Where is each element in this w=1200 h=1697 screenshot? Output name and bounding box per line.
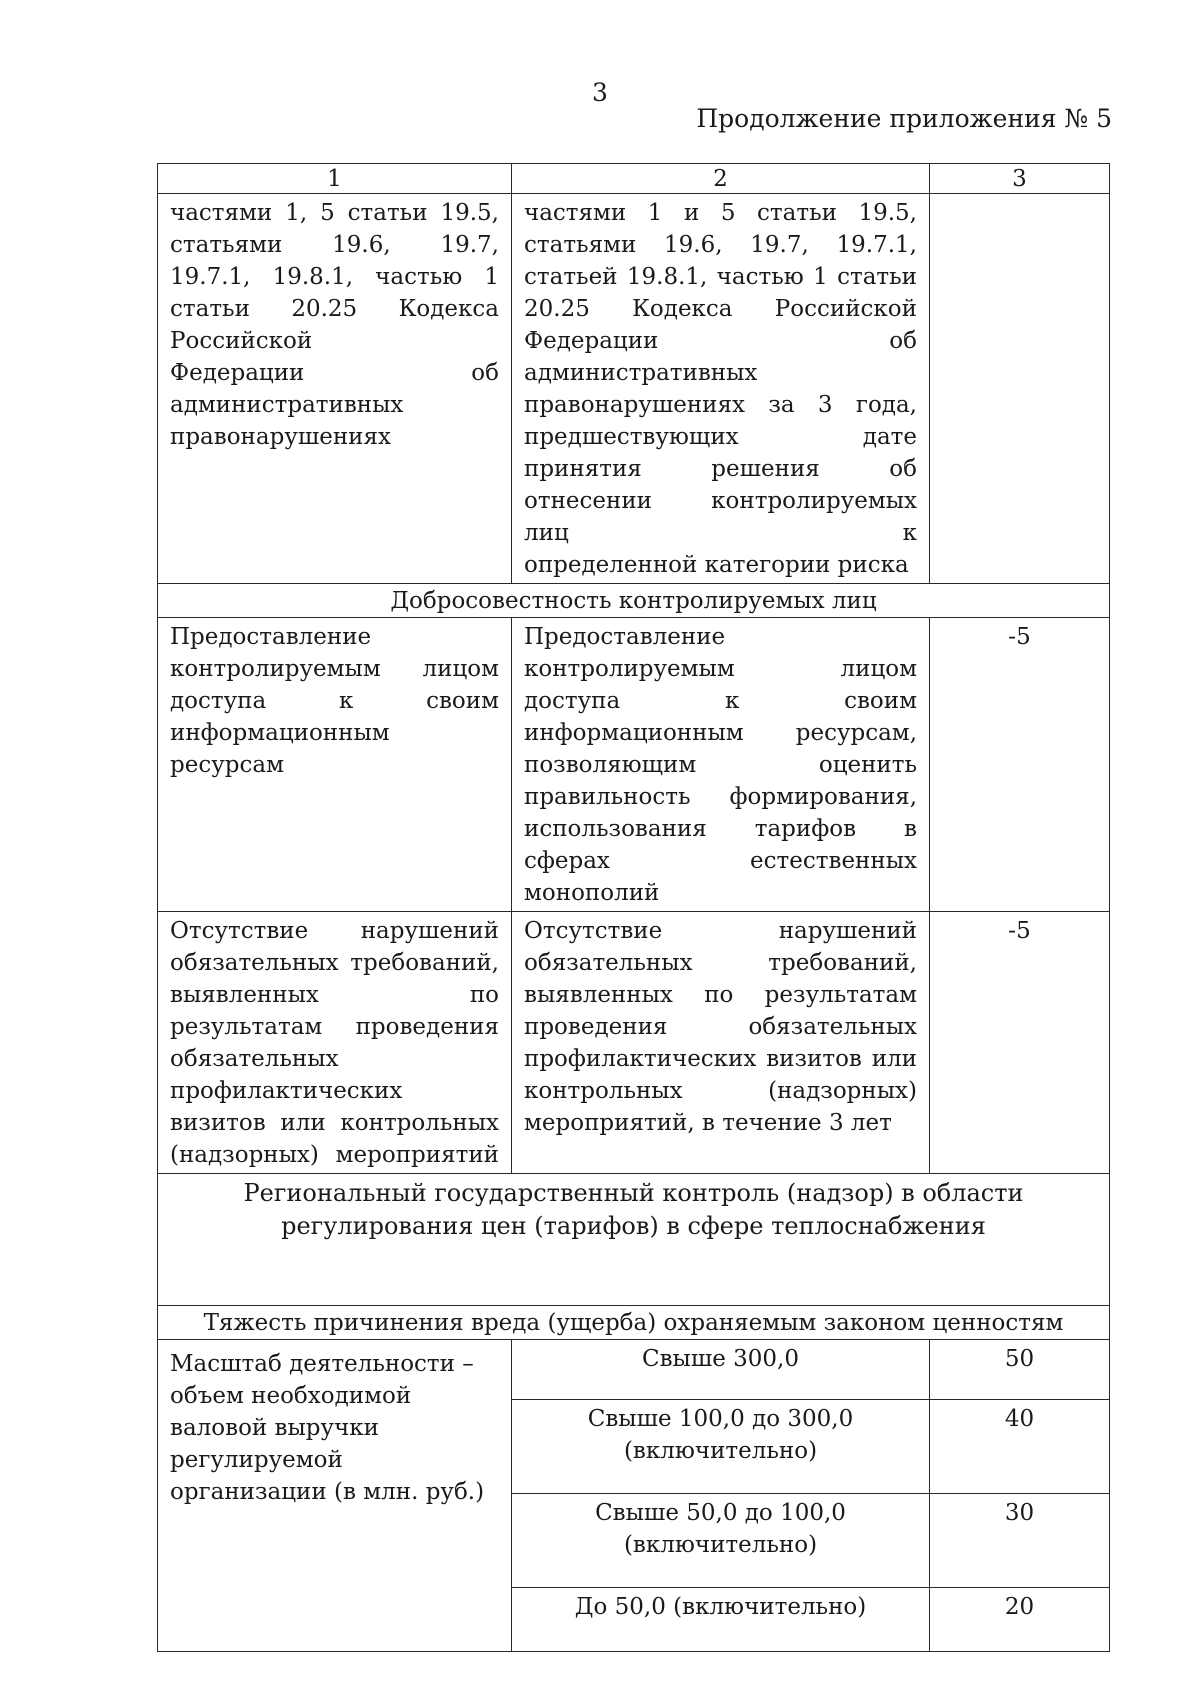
table-row: [158, 194, 1110, 584]
scale-score-cell: 50: [930, 1340, 1110, 1400]
table-row: [158, 1340, 1110, 1400]
row1-col1-text: частями 1, 5 статьи 19.5, статьями 19.6, 19.7, 19.7.1, 19.8.1, частью 1 статьи 20.25 Кодекса Российской: [170, 200, 499, 354]
row2-col2-text-end: монополий: [524, 880, 660, 906]
scale-score-cell: 30: [930, 1494, 1110, 1588]
criteria-table: [157, 163, 1110, 1652]
column-header-3: 3: [930, 164, 1110, 194]
row1-col1-cell: [158, 194, 512, 584]
row1-col1-text-end: Федерации об административных правонарушениях: [170, 360, 499, 450]
row1-col2-text: частями 1 и 5 статьи 19.5, статьями 19.6, 19.7, 19.7.1, статьей 19.8.1, частью 1 статьи 20.25 Кодекса Российской Федерации об: [524, 200, 917, 354]
scale-score-cell: 40: [930, 1400, 1110, 1494]
scale-range-cell: Свыше 50,0 до 100,0 (включительно): [512, 1494, 930, 1588]
scale-range-cell: Свыше 300,0: [512, 1340, 930, 1400]
column-header-2: 2: [512, 164, 930, 194]
row3-score: -5: [930, 912, 1110, 1174]
row2-col2-cell: [512, 618, 930, 912]
row2-col1-text-end: информационным ресурсам: [170, 720, 390, 778]
section-regional-control: Региональный государственный контроль (надзор) в области регулирования цен (тарифов) в сфере теплоснабжения: [158, 1174, 1110, 1306]
row3-col1-text-mid: обязательных профилактических: [170, 1046, 403, 1104]
table-header-row: [158, 164, 1110, 194]
row2-col2-text: контролируемым лицом доступа к своим информационным ресурсам, позволяющим оценить правильность формирования, использования тарифов в сферах естественных: [524, 656, 917, 874]
section-good-faith: Добросовестность контролируемых лиц: [158, 584, 1110, 618]
scale-range-cell: До 50,0 (включительно): [512, 1588, 930, 1652]
row3-col1-text-end: визитов или контрольных (надзорных) мероприятий: [170, 1110, 499, 1168]
table-row: [158, 618, 1110, 912]
section-row: [158, 584, 1110, 618]
row1-col3-cell: [930, 194, 1110, 584]
row1-col2-cell: [512, 194, 930, 584]
scale-label-cell: Масштаб деятельности – объем необходимой валовой выручки регулируемой организации (в млн. руб.): [158, 1340, 512, 1652]
scale-score-cell: 20: [930, 1588, 1110, 1652]
row2-col1-text: Предоставление контролируемым лицом доступа к своим: [170, 624, 499, 714]
row3-col1-text: Отсутствие нарушений обязательных требований, выявленных по результатам проведения: [170, 918, 499, 1040]
table-row: [158, 912, 1110, 1174]
column-header-1: 1: [158, 164, 512, 194]
row3-col1-cell: [158, 912, 512, 1174]
row1-col2-text-end: определенной категории риска: [524, 552, 909, 578]
row2-score: -5: [930, 618, 1110, 912]
scale-range-cell: Свыше 100,0 до 300,0 (включительно): [512, 1400, 930, 1494]
row3-col2-text-end: мероприятий, в течение 3 лет: [524, 1110, 892, 1136]
section-row: [158, 1306, 1110, 1340]
row3-col2-text: Отсутствие нарушений обязательных требований, выявленных по результатам проведения обязательных профилактических визитов или контрольных (надзорных): [524, 918, 917, 1104]
appendix-continuation-label: Продолжение приложения № 5: [696, 104, 1112, 133]
row3-col2-cell: [512, 912, 930, 1174]
page-number: 3: [592, 78, 608, 107]
section-row: [158, 1174, 1110, 1306]
row2-col1-cell: [158, 618, 512, 912]
row1-col2-text-cont: административных правонарушениях за 3 года, предшествующих дате принятия решения об отнесении контролируемых лиц к: [524, 360, 917, 546]
section-harm-severity: Тяжесть причинения вреда (ущерба) охраняемым законом ценностям: [158, 1306, 1110, 1340]
row2-col2-text-start: Предоставление: [524, 624, 726, 650]
